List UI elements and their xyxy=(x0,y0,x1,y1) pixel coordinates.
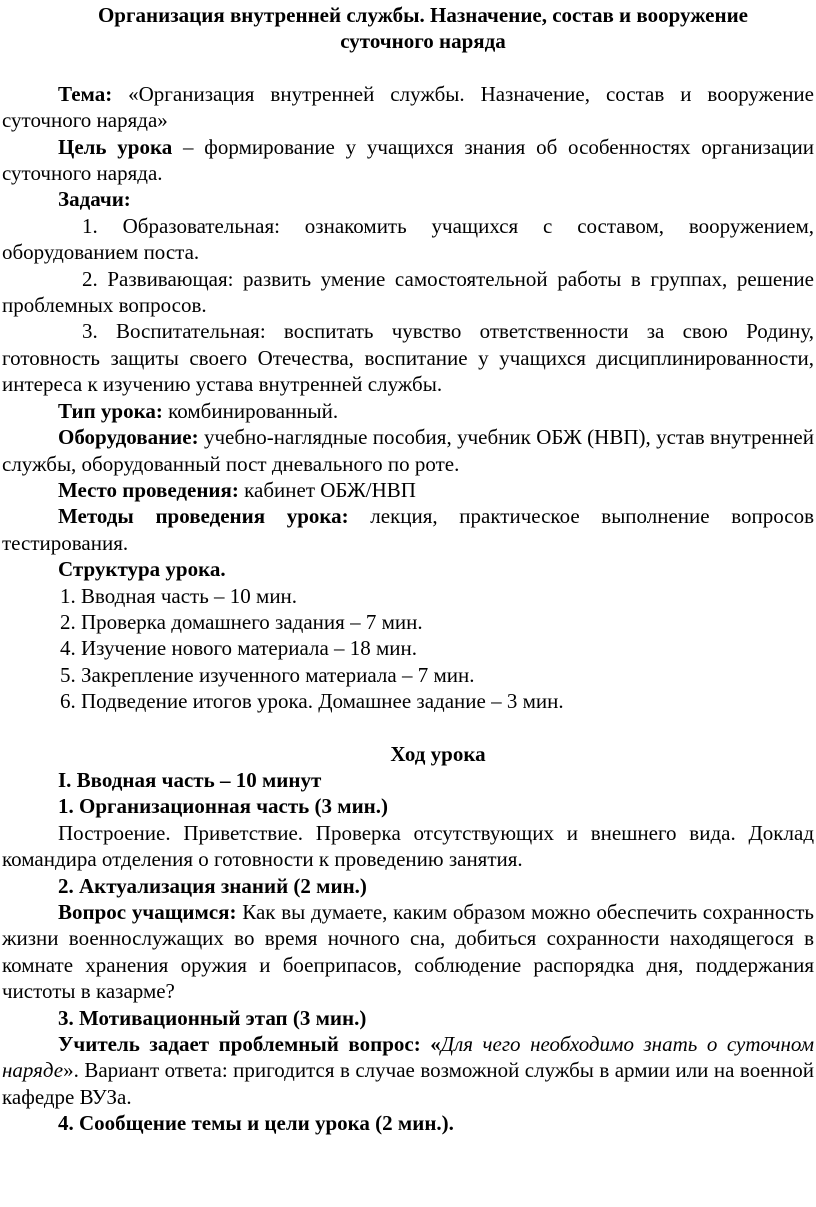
topic-label: Тема: xyxy=(58,81,113,106)
document-title: Организация внутренней службы. Назначение, состав и вооружение суточного наряда xyxy=(97,3,749,54)
course-heading: Ход урока xyxy=(390,741,486,766)
topic-goal-heading: 4. Сообщение темы и цели урока (2 мин.). xyxy=(58,1111,454,1136)
structure-list xyxy=(2,583,814,715)
task-item: 1. Образовательная: ознакомить учащихся с составом, вооружением, оборудованием поста. xyxy=(2,213,814,265)
tasks-heading xyxy=(2,186,814,212)
structure-heading xyxy=(2,556,814,582)
location-label: Место проведения: xyxy=(58,477,239,502)
list-item: 1. Вводная часть – 10 мин. xyxy=(60,583,298,608)
location-paragraph xyxy=(2,477,814,503)
list-item: 2. Проверка домашнего задания – 7 мин. xyxy=(60,609,423,634)
topic-text: «Организация внутренней службы. Назначение, состав и вооружение суточного наряда» xyxy=(2,81,814,133)
question-label: Вопрос учащимся: xyxy=(58,900,237,924)
part1-heading: I. Вводная часть – 10 минут xyxy=(58,767,322,792)
list-item: 5. Закрепление изученного материала – 7 мин. xyxy=(60,662,475,687)
problem-italic: Для чего необходимо знать о суточном наряде xyxy=(2,1032,814,1083)
org-heading: 1. Организационная часть (3 мин.) xyxy=(58,794,389,819)
topic-paragraph xyxy=(2,81,814,134)
equipment-label: Оборудование: xyxy=(58,425,199,450)
list-item: 6. Подведение итогов урока. Домашнее задание – 3 мин. xyxy=(60,689,564,714)
task-item: 2. Развивающая: развить умение самостоятельной работы в группах, решение проблемных вопросов. xyxy=(2,266,814,318)
equipment-paragraph xyxy=(2,424,814,477)
problem-paragraph xyxy=(2,1031,814,1110)
list-item: 4. Изучение нового материала – 18 мин. xyxy=(60,636,418,661)
problem-text: ». Вариант ответа: пригодится в случае возможной службы в армии или на военной кафедре ВУЗа. xyxy=(2,1058,814,1109)
location-text: кабинет ОБЖ/НВП xyxy=(238,477,416,502)
methods-paragraph xyxy=(2,503,814,556)
tasks-label: Задачи: xyxy=(58,187,131,212)
methods-label: Методы проведения урока: xyxy=(58,504,349,529)
motivation-heading: 3. Мотивационный этап (3 мин.) xyxy=(58,1005,367,1030)
question-paragraph xyxy=(2,899,814,1005)
task-item: 3. Воспитательная: воспитать чувство ответственности за свою Родину, готовность защиты своего Отечества, воспитание у учащихся дисциплинированности, интереса к изучению устава внутренней службы. xyxy=(2,319,814,397)
lesson-type-label: Тип урока: xyxy=(58,398,163,423)
methods-text: лекция, практическое выполнение вопросов тестирования. xyxy=(2,504,814,555)
structure-label: Структура урока. xyxy=(58,557,226,582)
goal-text: – формирование у учащихся знания об особенностях организации суточного наряда. xyxy=(2,134,815,186)
org-text: Построение. Приветствие. Проверка отсутствующих и внешнего вида. Доклад командира отделения о готовности к проведению занятия. xyxy=(2,820,814,872)
goal-label: Цель урока xyxy=(58,134,173,159)
actual-heading: 2. Актуализация знаний (2 мин.) xyxy=(58,873,367,898)
spacer xyxy=(2,715,814,741)
spacer xyxy=(2,55,814,81)
lesson-type-text: комбинированный. xyxy=(162,398,339,423)
lesson-type-paragraph xyxy=(2,398,814,424)
goal-paragraph xyxy=(2,134,814,187)
equipment-text: учебно-наглядные пособия, учебник ОБЖ (НВП), устав внутренней службы, оборудованный пост дневального по роте. xyxy=(2,425,814,476)
problem-label: Учитель задает проблемный вопрос: « xyxy=(58,1032,441,1057)
question-text: Как вы думаете, каким образом можно обеспечить сохранность жизни военнослужащих во время ночного сна, добиться сохранности находящегося в комнате хранения оружия и боеприпасов, соблюдение распорядка дня, поддержания чистоты в казарме? xyxy=(2,900,814,1004)
